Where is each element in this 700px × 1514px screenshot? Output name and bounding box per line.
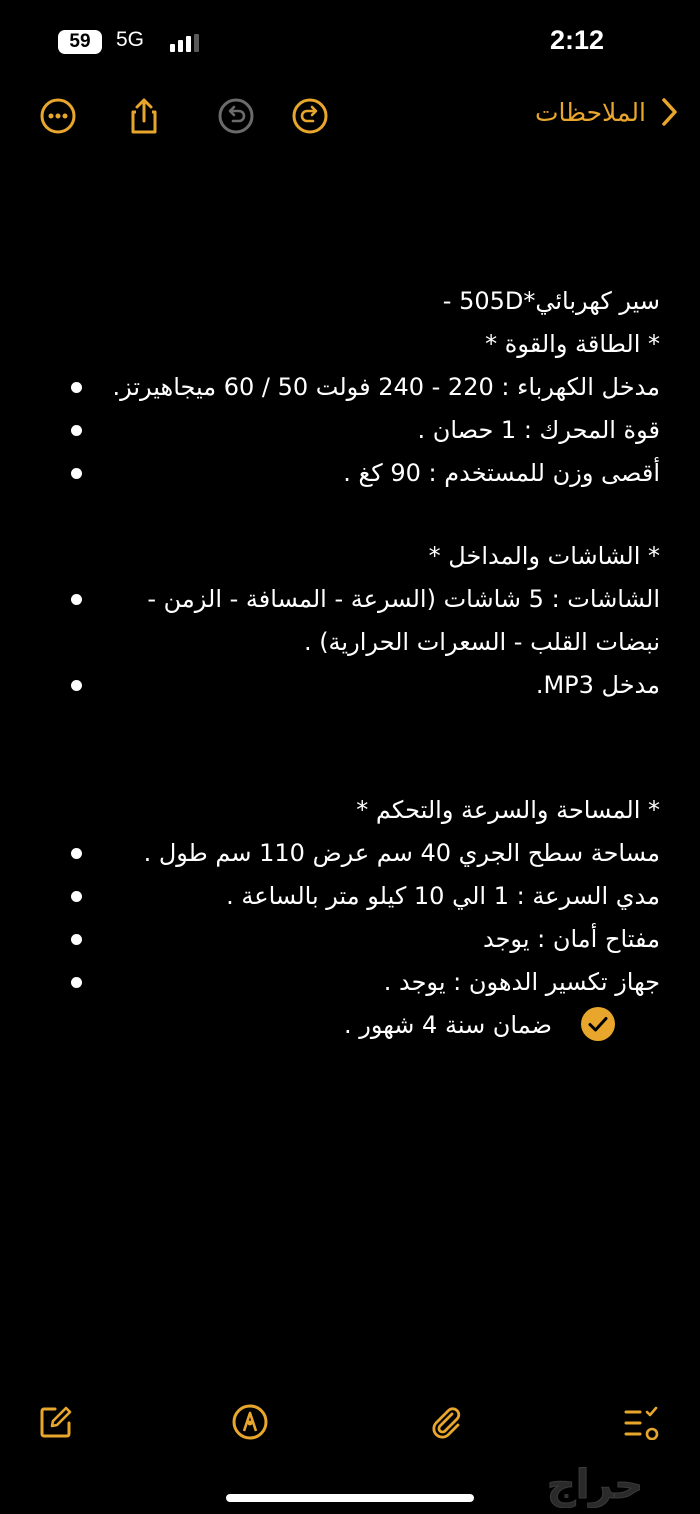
checklist-text: ضمان سنة 4 شهور . [344, 1011, 552, 1039]
bottom-toolbar [0, 1400, 700, 1446]
list-item: مدخل الكهرباء : 220 - 240 فولت 50 / 60 ميجاهيرتز. [40, 366, 660, 409]
undo-icon[interactable] [216, 96, 256, 136]
section-heading-screens: * الشاشات والمداخل * [428, 542, 660, 570]
network-type: 5G [116, 28, 145, 51]
checklist-icon[interactable] [624, 1404, 660, 1440]
share-icon[interactable] [124, 96, 164, 136]
redo-icon[interactable] [290, 96, 330, 136]
checked-circle-icon[interactable] [580, 1006, 616, 1042]
attachment-icon[interactable] [428, 1404, 464, 1440]
bullet-icon [71, 382, 82, 393]
bullet-icon [71, 934, 82, 945]
list-item: مدخل MP3. [40, 664, 660, 707]
bullet-icon [71, 848, 82, 859]
battery-indicator: 59 [58, 30, 102, 54]
watermark-text: حراج [546, 1462, 644, 1508]
status-bar [0, 0, 700, 86]
back-to-notes-button[interactable] [535, 94, 682, 130]
list-item: جهاز تكسير الدهون : يوجد . [40, 961, 660, 1004]
note-toolbar [0, 86, 700, 146]
list-item: الشاشات : 5 شاشات (السرعة - المسافة - الزمن - نبضات القلب - السعرات الحرارية) . [40, 578, 660, 664]
bullet-icon [71, 594, 82, 605]
bullet-icon [71, 977, 82, 988]
more-icon[interactable] [38, 96, 78, 136]
checklist-row [40, 1004, 660, 1047]
haraj-watermark-logo [500, 1458, 690, 1508]
status-time: 2:12 [550, 25, 605, 55]
list-item: مساحة سطح الجري 40 سم عرض 110 سم طول . [40, 832, 660, 875]
compose-icon[interactable] [38, 1404, 74, 1440]
bullet-icon [71, 891, 82, 902]
bullet-icon [71, 680, 82, 691]
spacer [40, 495, 660, 535]
note-title: سير كهربائي*505D - [442, 287, 660, 315]
list-item: مفتاح أمان : يوجد [40, 918, 660, 961]
back-label: الملاحظات [534, 97, 646, 127]
section-heading-power: * الطاقة والقوة * [485, 330, 660, 358]
markup-icon[interactable] [232, 1404, 268, 1440]
bullet-icon [71, 468, 82, 479]
list-item: قوة المحرك : 1 حصان . [40, 409, 660, 452]
chevron-right-icon [656, 94, 682, 130]
section-heading-area: * المساحة والسرعة والتحكم * [356, 796, 660, 824]
home-indicator[interactable] [226, 1494, 474, 1502]
note-content[interactable] [40, 280, 660, 1047]
list-item: مدي السرعة : 1 الي 10 كيلو متر بالساعة . [40, 875, 660, 918]
bullet-icon [71, 425, 82, 436]
list-item: أقصى وزن للمستخدم : 90 كغ . [40, 452, 660, 495]
spacer [40, 707, 660, 789]
signal-strength-icon [170, 34, 202, 52]
